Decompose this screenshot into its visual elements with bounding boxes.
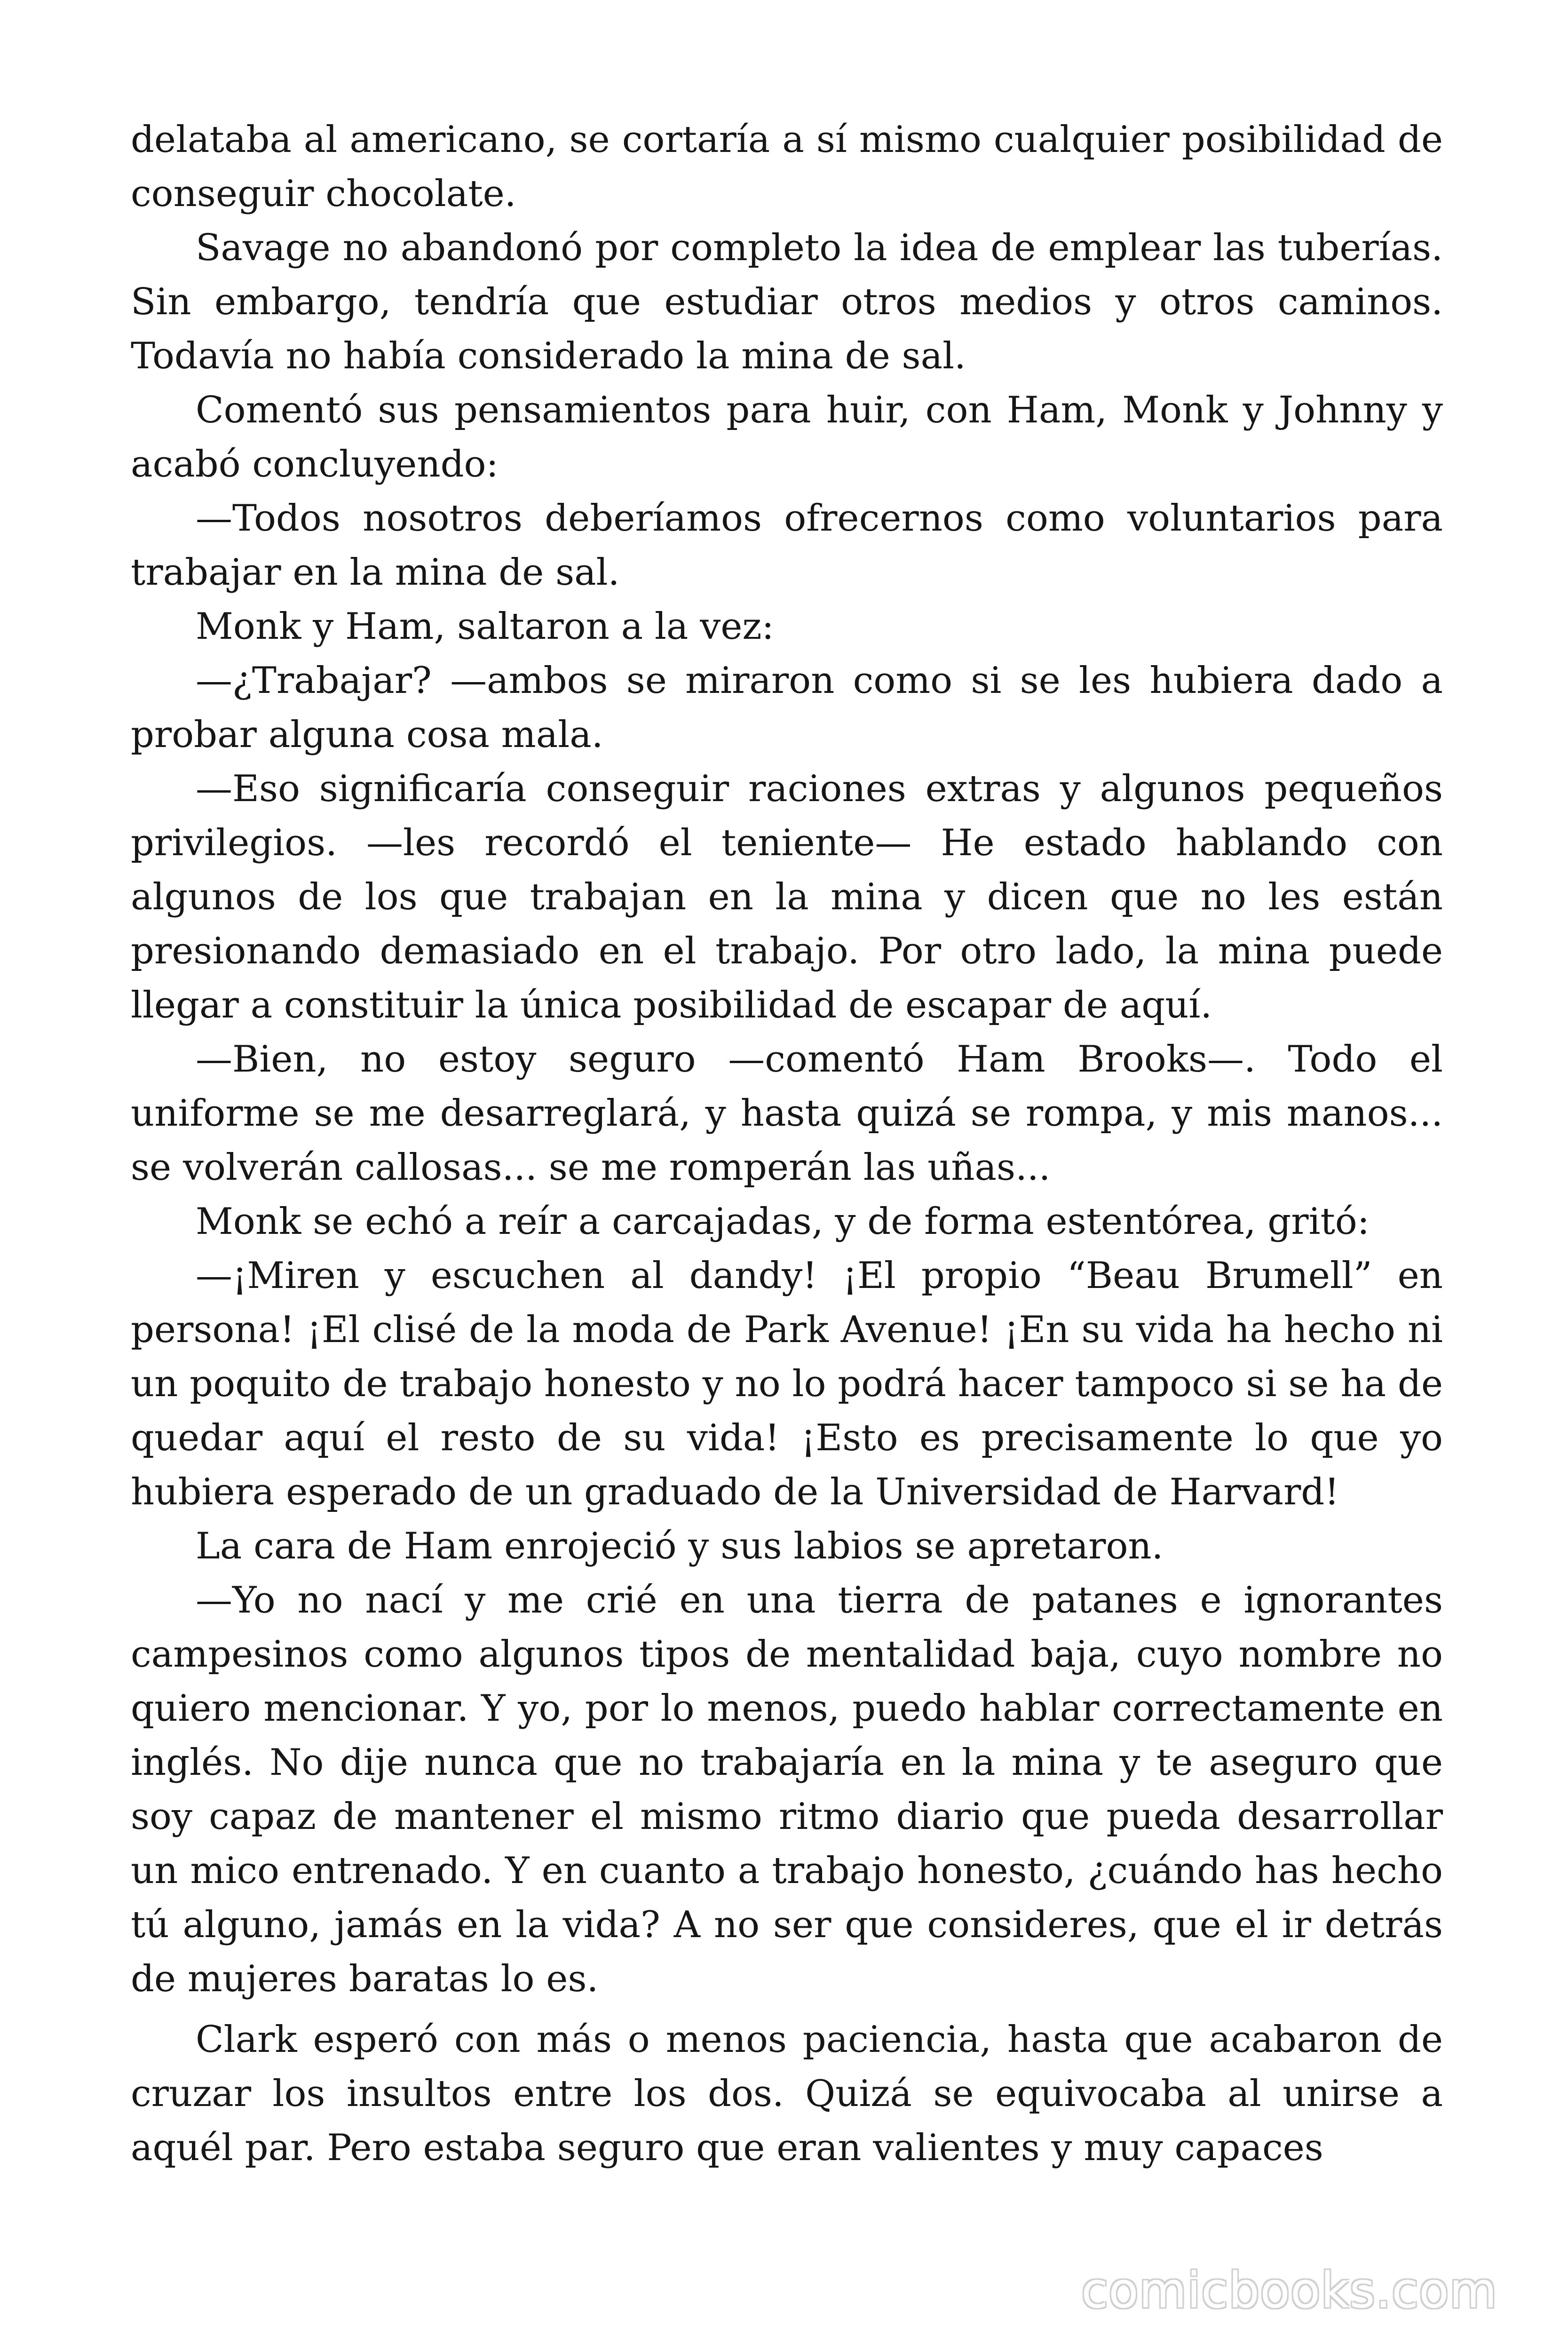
paragraph: Savage no abandonó por completo la idea de emplear las tuberías. Sin embargo, tendría que estudiar otros medios y otros caminos. Todavía no había considerado la mina de sal. [131, 227, 1443, 377]
paragraph: Monk y Ham, saltaron a la vez: [196, 605, 774, 648]
paragraph-continuation: delataba al americano, se cortaría a sí mismo cualquier posibilidad de conseguir chocolate. [131, 119, 1443, 215]
paragraph: Comentó sus pensamientos para huir, con Ham, Monk y Johnny y acabó concluyendo: [131, 389, 1443, 485]
paragraph-dialogue: —¡Miren y escuchen al dandy! ¡El propio “Beau Brumell” en persona! ¡El clisé de la moda de Park Avenue! ¡En su vida ha hecho ni un poquito de trabajo honesto y no lo podrá hacer tampoco si se ha de quedar aquí el resto de su vida! ¡Esto es precisamente lo que yo hubiera esperado de un graduado de la Universidad de Harvard! [131, 1255, 1443, 1513]
paragraph-dialogue: —Todos nosotros deberíamos ofrecernos como voluntarios para trabajar en la mina de sal. [131, 497, 1443, 594]
paragraph: Monk se echó a reír a carcajadas, y de forma estentórea, gritó: [196, 1200, 1370, 1243]
paragraph: Clark esperó con más o menos paciencia, hasta que acabaron de cruzar los insultos entre los dos. Quizá se equivocaba al unirse a aquél par. Pero estaba seguro que eran valientes y muy capaces [131, 2018, 1443, 2169]
paragraph-dialogue: —¿Trabajar? —ambos se miraron como si se les hubiera dado a probar alguna cosa mala. [131, 660, 1443, 756]
paragraph-dialogue: —Eso significaría conseguir raciones extras y algunos pequeños privilegios. —les recordó el teniente— He estado hablando con algunos de los que trabajan en la mina y dicen que no les están presionando demasiado en el trabajo. Por otro lado, la mina puede llegar a constituir la única posibilidad de escapar de aquí. [131, 768, 1443, 1026]
paragraph: La cara de Ham enrojeció y sus labios se apretaron. [196, 1525, 1164, 1567]
paragraph-dialogue: —Bien, no estoy seguro —comentó Ham Brooks—. Todo el uniforme se me desarreglará, y hasta quizá se rompa, y mis manos... se volverán callosas... se me romperán las uñas... [131, 1038, 1443, 1189]
book-page-text [131, 113, 1443, 2175]
site-watermark: comicbooks.com [1081, 2262, 1497, 2319]
paragraph-dialogue: —Yo no nací y me crié en una tierra de patanes e ignorantes campesinos como algunos tipos de mentalidad baja, cuyo nombre no quiero mencionar. Y yo, por lo menos, puedo hablar correctamente en inglés. No dije nunca que no trabajaría en la mina y te aseguro que soy capaz de mantener el mismo ritmo diario que pueda desarrollar un mico entrenado. Y en cuanto a trabajo honesto, ¿cuándo has hecho tú alguno, jamás en la vida? A no ser que consideres, que el ir detrás de mujeres baratas lo es. [131, 1579, 1443, 2000]
